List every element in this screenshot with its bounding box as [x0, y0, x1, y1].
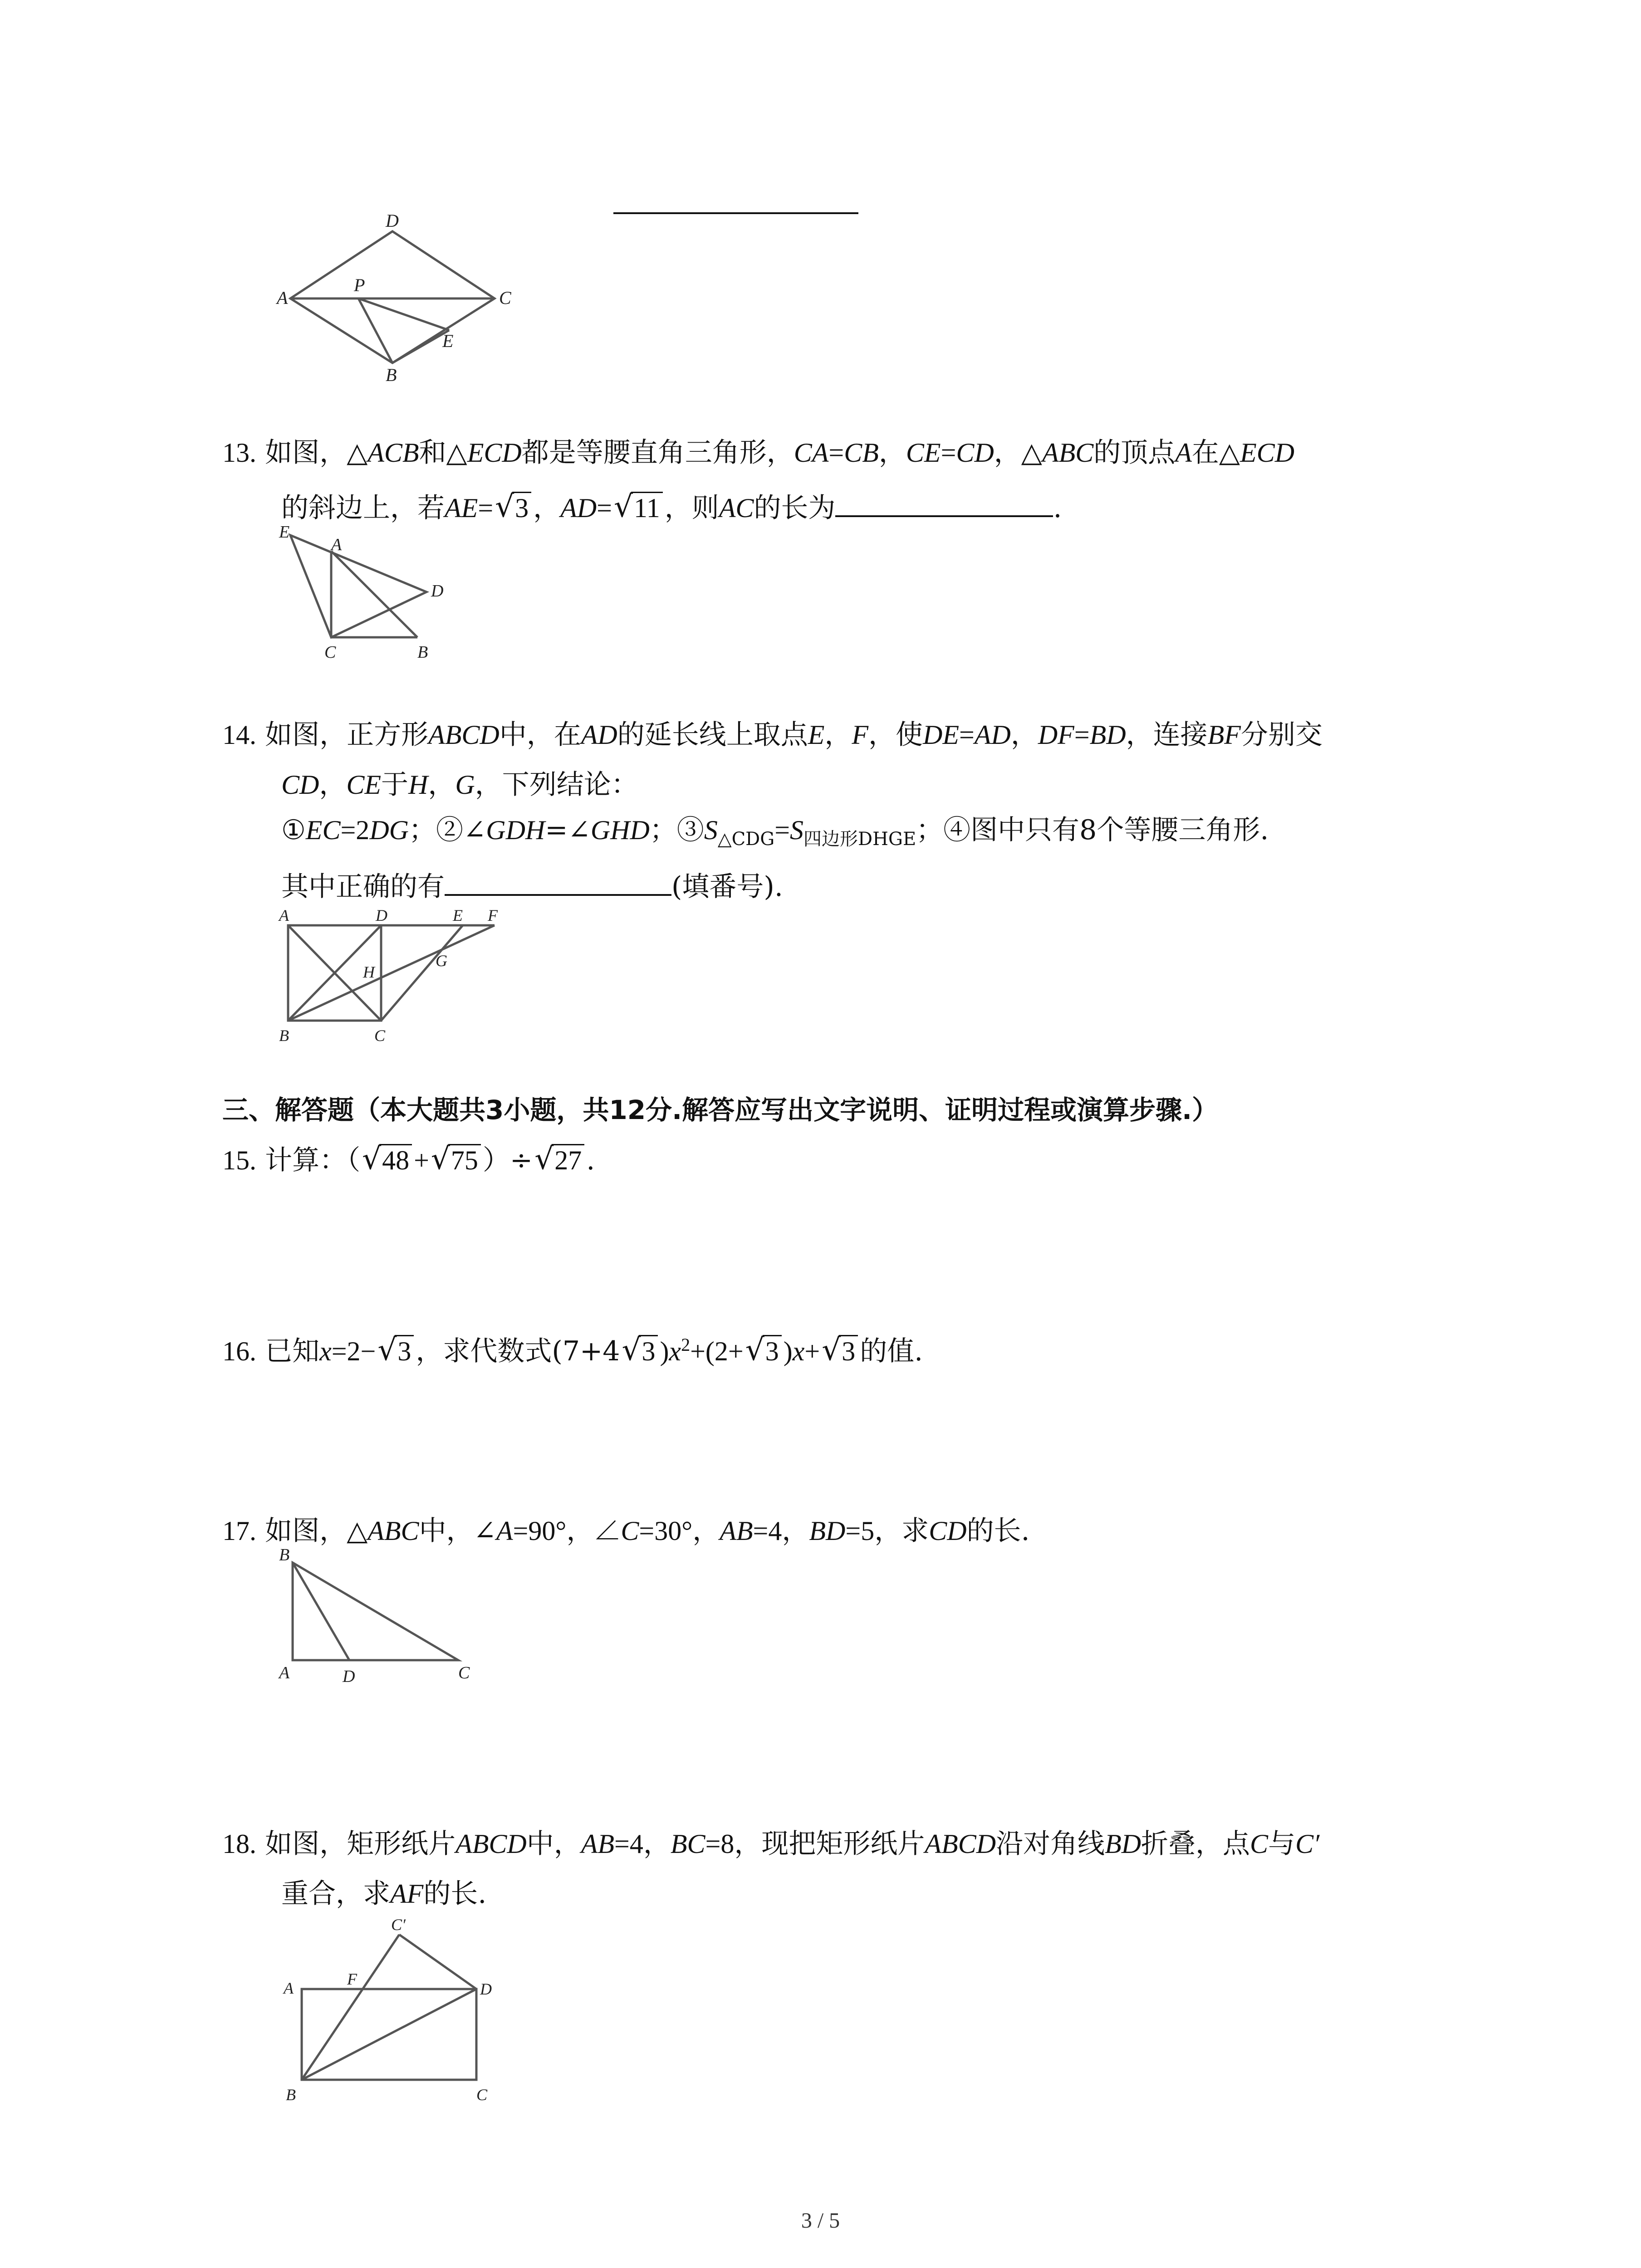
q14-text: = [1074, 720, 1090, 750]
fig14-label-a: A [279, 906, 289, 924]
q14-text: DF [1038, 720, 1074, 750]
q15-number: 15. [222, 1145, 256, 1175]
q13-text: ECD [1240, 438, 1295, 468]
q18-text: 沿对角线 [996, 1828, 1105, 1860]
q13-text: CD [956, 438, 994, 468]
q16-text: 的值. [860, 1335, 923, 1367]
q14-text: F [852, 720, 869, 750]
fig12-label-c: C [499, 288, 511, 308]
q13-text: 都是等腰直角三角形， [521, 437, 794, 469]
q16-text: ，求代数式(7+4 [416, 1335, 620, 1367]
q14-text: ， [1010, 719, 1038, 751]
q18-text: 中， [526, 1828, 581, 1860]
fig18-label-d: D [480, 1980, 492, 1998]
q13-text: ， [878, 437, 906, 469]
q13-text: = [828, 438, 844, 468]
q17-text: BD [809, 1516, 846, 1546]
fig17-label-a: A [279, 1663, 290, 1682]
q16-text: x [792, 1336, 805, 1366]
q17-text: =4， [753, 1516, 809, 1546]
sqrt-symbol: √ 3 [745, 1338, 782, 1365]
q13-text: = [941, 438, 956, 468]
fig12-label-b: B [386, 365, 397, 385]
q14-subscript: △CDG [717, 829, 775, 850]
q18-line2 [281, 1878, 487, 1910]
figure-q18 [272, 1912, 526, 2107]
q14-text: GDH [486, 815, 545, 845]
q17-text: 的长. [966, 1515, 1030, 1547]
q15-line [222, 1141, 595, 1176]
figure-q14 [272, 905, 508, 1046]
q13-text: ACB [367, 438, 419, 468]
q13-text: ， [533, 492, 561, 524]
q15-text: ）÷ [482, 1144, 533, 1176]
q18-text: ABCD [456, 1829, 527, 1859]
sqrt-symbol: √ 3 [377, 1338, 414, 1365]
q16-text: =2− [331, 1336, 376, 1366]
q14-text: H [408, 770, 428, 800]
q16-number: 16. [222, 1336, 256, 1366]
sqrt-symbol: √ 27 [534, 1147, 584, 1174]
q14-text: EC [305, 815, 341, 845]
q17-text: AB [720, 1516, 753, 1546]
q13-text: AE [445, 493, 478, 523]
q14-text: = [774, 815, 790, 845]
fig12-rhombus [290, 231, 495, 363]
q14-text: ，使 [868, 719, 923, 751]
q14-text: S [790, 815, 804, 845]
fig17-label-d: D [343, 1667, 355, 1686]
fig18-label-cprime: C′ [391, 1916, 406, 1934]
q14-text: BD [1089, 720, 1126, 750]
q13-text: CB [844, 438, 879, 468]
q13-text: ，则 [664, 492, 719, 524]
q12-answer-blank[interactable] [613, 212, 858, 214]
q15-text: . [586, 1144, 595, 1176]
q16-text: 已知 [265, 1335, 320, 1367]
q14-text: E [808, 720, 825, 750]
q17-text: CD [929, 1516, 967, 1546]
sqrt-symbol: √ 3 [495, 494, 531, 522]
sqrt-symbol: √ 11 [614, 494, 663, 522]
q18-line1 [222, 1828, 1320, 1860]
q14-text: ；③ [649, 814, 704, 846]
q18-text: 折叠，点 [1141, 1828, 1250, 1860]
fig13-label-c: C [324, 643, 336, 662]
q16-line [222, 1332, 923, 1367]
q13-text: 和△ [419, 437, 467, 469]
q17-text: A [496, 1516, 513, 1546]
q14-text: 中，在 [499, 719, 581, 751]
q13-line2 [281, 489, 1062, 524]
fig18-label-a: A [284, 1979, 294, 1997]
q14-text: ；④图中只有8个等腰三角形. [916, 814, 1269, 846]
q15-text: + [414, 1145, 429, 1175]
q13-text: ABC [1042, 438, 1094, 468]
q13-answer-blank[interactable] [835, 515, 1053, 517]
q14-text: CE [346, 770, 382, 800]
q14-text: 其中正确的有 [281, 871, 445, 903]
fig17-label-b: B [279, 1545, 290, 1564]
q14-text: GHD [590, 815, 650, 845]
fig14-label-g: G [436, 952, 447, 970]
q13-text: A [1175, 438, 1192, 468]
figure-q12 [272, 213, 526, 386]
q17-text: =30°， [639, 1516, 720, 1546]
q14-text: 于 [381, 769, 409, 801]
fig18-label-f: F [347, 1970, 357, 1988]
q13-text: = [478, 493, 494, 523]
fig14-label-b: B [279, 1026, 289, 1045]
q14-text: 如图，正方形 [265, 719, 429, 751]
fig12-label-d: D [386, 213, 399, 231]
fig14-label-h: H [363, 963, 375, 981]
fig17-label-c: C [458, 1663, 470, 1682]
q13-text: CA [794, 438, 829, 468]
q14-text: (填番号). [671, 871, 783, 903]
sqrt-symbol: √ 3 [622, 1338, 658, 1365]
q17-text: =5，求 [845, 1516, 929, 1546]
q14-line1 [222, 719, 1323, 751]
q14-line4 [281, 871, 783, 903]
q14-text: CD [281, 770, 319, 800]
q13-text: ，△ [994, 437, 1042, 469]
figure-q17 [272, 1542, 485, 1687]
q13-text: AC [719, 493, 754, 523]
q14-subscript: 四边形DHGE [803, 829, 916, 850]
q14-text: 分别交 [1240, 719, 1323, 751]
q18-text: =4， [614, 1829, 671, 1859]
q18-text: AB [581, 1829, 615, 1859]
sqrt-symbol: √ 48 [362, 1147, 412, 1174]
q14-text: DG [369, 815, 409, 845]
q18-text: 如图，矩形纸片 [265, 1828, 456, 1860]
q13-line1 [222, 437, 1295, 469]
fig18-label-b: B [286, 2086, 296, 2104]
section-3-title: 三、解答题（本大题共3小题，共12分.解答应写出文字说明、证明过程或演算步骤.） [222, 1095, 1219, 1125]
q16-text: x [669, 1336, 681, 1366]
q18-text: BD [1105, 1829, 1141, 1859]
q14-line3 [281, 816, 1269, 848]
q16-text: x [319, 1336, 332, 1366]
q13-text: CE [906, 438, 941, 468]
fig13-label-e: E [279, 523, 290, 542]
fig13-label-b: B [417, 643, 428, 662]
q14-text: AD [974, 720, 1011, 750]
q18-text: C [1250, 1829, 1269, 1859]
fig12-label-e: E [442, 331, 454, 351]
q14-line2 [281, 769, 638, 801]
q13-text: . [1053, 492, 1062, 524]
q16-exponent: 2 [681, 1334, 691, 1355]
q17-text: =90°，∠ [513, 1516, 621, 1546]
fig14-label-c: C [374, 1026, 386, 1045]
q14-text: ；②∠ [408, 814, 486, 846]
q14-text: ， [319, 769, 347, 801]
q14-text: 的延长线上取点 [617, 719, 808, 751]
q14-text: ， [428, 769, 456, 801]
q14-text: = [959, 720, 975, 750]
q18-number: 18. [222, 1829, 256, 1859]
q18-text: 与 [1268, 1828, 1296, 1860]
q14-text: ，下列结论： [475, 769, 638, 801]
q18-text: 重合，求 [281, 1878, 390, 1910]
fig13-label-d: D [431, 582, 444, 601]
fig14-label-f: F [488, 906, 498, 924]
page-number: 3 / 5 [801, 2209, 840, 2233]
q18-text: ABCD [925, 1829, 996, 1859]
q13-text: 的顶点 [1093, 437, 1176, 469]
q17-text: 中，∠ [419, 1515, 496, 1547]
q14-text: G [455, 770, 475, 800]
q14-text: DE [923, 720, 960, 750]
figure-q13 [272, 519, 472, 669]
q13-text: 的长为 [754, 492, 836, 524]
q14-text: BF [1207, 720, 1241, 750]
q13-number: 13. [222, 438, 256, 468]
q14-text: =2 [340, 815, 370, 845]
q16-text: ) [783, 1336, 793, 1366]
q13-text: 的斜边上，若 [281, 492, 445, 524]
sqrt-symbol: √ 3 [822, 1338, 858, 1365]
fig12-label-a: A [277, 288, 288, 308]
q17-number: 17. [222, 1516, 256, 1546]
q14-text: AD [581, 720, 617, 750]
fig13-label-a: A [331, 535, 342, 554]
q16-text: ) [660, 1336, 669, 1366]
q18-text: AF [390, 1879, 424, 1909]
q14-text: =∠ [545, 814, 591, 846]
q18-text: =8，现把矩形纸片 [705, 1829, 925, 1859]
q14-text: ABCD [428, 720, 500, 750]
q16-text: + [804, 1336, 820, 1366]
sqrt-symbol: √ 75 [431, 1147, 481, 1174]
fig14-label-d: D [376, 906, 387, 924]
q14-text: ，连接 [1126, 719, 1208, 751]
q14-answer-blank[interactable] [445, 894, 671, 896]
q16-text: +(2+ [690, 1336, 744, 1366]
q17-text: C [621, 1516, 639, 1546]
q14-text: ， [824, 719, 852, 751]
fig14-label-e: E [453, 906, 463, 924]
q14-number: 14. [222, 720, 256, 750]
q14-text: ① [281, 814, 306, 846]
q14-text: S [704, 815, 718, 845]
q17-line [222, 1517, 1030, 1545]
fig12-label-p: P [354, 275, 365, 295]
q13-text: 如图，△ [265, 437, 368, 469]
q15-text: 计算：（ [265, 1144, 361, 1176]
q13-text: ECD [467, 438, 522, 468]
q17-text: ABC [367, 1516, 419, 1546]
fig18-label-c: C [476, 2086, 488, 2104]
q18-text: 的长. [423, 1878, 487, 1910]
q13-text: = [597, 493, 612, 523]
q17-text: 如图，△ [265, 1515, 368, 1547]
q18-text: C′ [1295, 1829, 1320, 1859]
q13-text: 在△ [1191, 437, 1240, 469]
q13-text: AD [560, 493, 597, 523]
q18-text: BC [670, 1829, 705, 1859]
